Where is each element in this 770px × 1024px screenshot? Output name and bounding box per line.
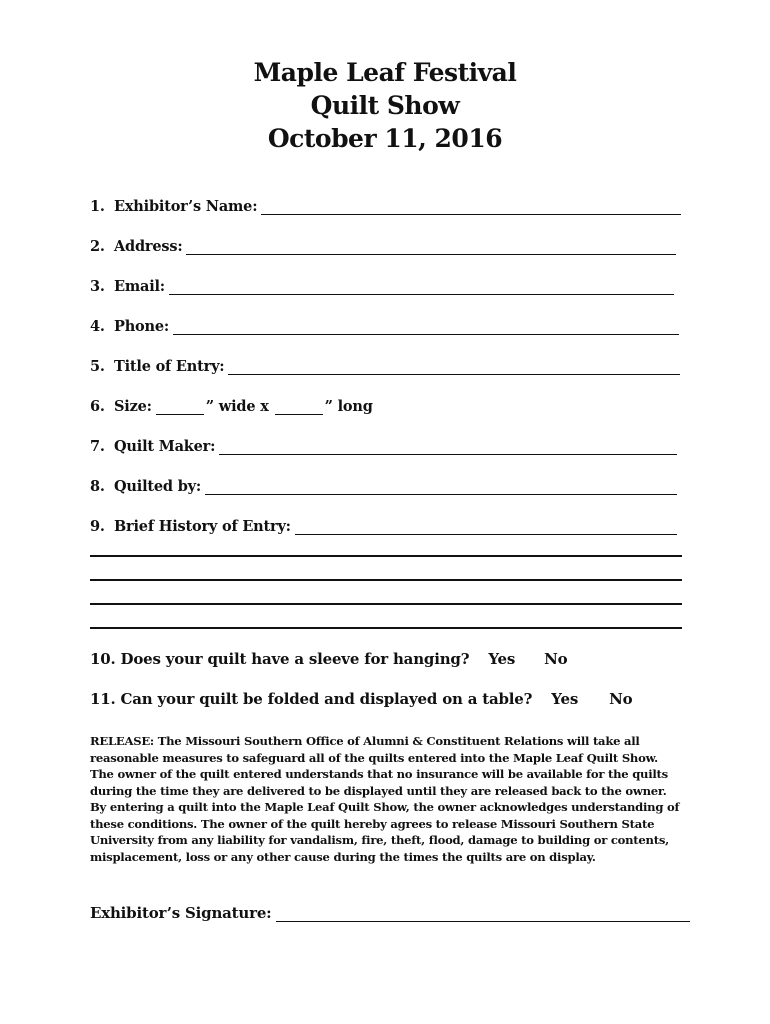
field-brief-history <box>90 513 677 535</box>
field-title-of-entry <box>90 353 680 375</box>
history-line-4[interactable] <box>90 627 682 629</box>
field-number: 3. <box>90 278 105 295</box>
history-line-3[interactable] <box>90 603 682 605</box>
field-label: Phone: <box>114 318 170 335</box>
title-line-1: Maple Leaf Festival <box>253 58 517 87</box>
signature-input[interactable] <box>276 905 690 922</box>
field-label: Size: <box>114 398 152 415</box>
field-email <box>90 273 674 295</box>
field-label: Quilted by: <box>114 478 202 495</box>
field-number: 6. <box>90 398 105 415</box>
size-width-input[interactable] <box>156 398 204 415</box>
email-input[interactable] <box>169 278 674 295</box>
field-number: 9. <box>90 518 105 535</box>
size-long-label: ” long <box>324 398 373 415</box>
field-label: Brief History of Entry: <box>114 518 291 535</box>
field-number: 8. <box>90 478 105 495</box>
field-number: 2. <box>90 238 105 255</box>
page-title <box>0 56 770 155</box>
field-label: Quilt Maker: <box>114 438 216 455</box>
folded-no-option[interactable]: No <box>609 690 633 708</box>
title-of-entry-input[interactable] <box>228 358 680 375</box>
title-line-3: October 11, 2016 <box>267 124 503 153</box>
address-input[interactable] <box>186 238 676 255</box>
field-number: 4. <box>90 318 105 335</box>
question-text: 10. Does your quilt have a sleeve for hanging? <box>90 650 470 668</box>
field-label: Title of Entry: <box>114 358 225 375</box>
size-length-input[interactable] <box>275 398 323 415</box>
sleeve-yes-option[interactable]: Yes <box>488 650 516 668</box>
question-sleeve <box>90 650 567 668</box>
history-line-1[interactable] <box>90 555 682 557</box>
signature-label: Exhibitor’s Signature: <box>90 904 272 922</box>
size-wide-label: ” wide x <box>205 398 269 415</box>
sleeve-no-option[interactable]: No <box>544 650 568 668</box>
phone-input[interactable] <box>173 318 679 335</box>
question-text: 11. Can your quilt be folded and displayed on a table? <box>90 690 533 708</box>
field-number: 1. <box>90 198 105 215</box>
exhibitor-name-input[interactable] <box>261 198 681 215</box>
field-label: Exhibitor’s Name: <box>114 198 258 215</box>
field-label: Email: <box>114 278 165 295</box>
folded-yes-option[interactable]: Yes <box>551 690 579 708</box>
field-address <box>90 233 676 255</box>
question-folded <box>90 690 632 708</box>
field-phone <box>90 313 679 335</box>
quilted-by-input[interactable] <box>205 478 677 495</box>
field-label: Address: <box>114 238 183 255</box>
release-statement: RELEASE: The Missouri Southern Office of Alumni & Constituent Relations will take all reasonable measures to safeguard all of the quilts entered into the Maple Leaf Quilt Show. The owner of the quilt entered understands that no insurance will be available for the quilts during the time they are delivered to be displayed until they are released back to the owner. By entering a quilt into the Maple Leaf Quilt Show, the owner acknowledges understanding of these conditions. The owner of the quilt hereby agrees to release Missouri Southern State University from any liability for vandalism, fire, theft, flood, damage to building or contents, misplacement, loss or any other cause during the times the quilts are on display. <box>90 734 680 864</box>
quilt-maker-input[interactable] <box>219 438 677 455</box>
field-quilted-by <box>90 473 677 495</box>
field-exhibitor-name <box>90 193 681 215</box>
field-size <box>90 393 373 415</box>
brief-history-input[interactable] <box>295 518 677 535</box>
field-quilt-maker <box>90 433 677 455</box>
field-number: 7. <box>90 438 105 455</box>
signature-row <box>90 900 690 922</box>
field-number: 5. <box>90 358 105 375</box>
history-line-2[interactable] <box>90 579 682 581</box>
title-line-2: Quilt Show <box>310 91 460 120</box>
